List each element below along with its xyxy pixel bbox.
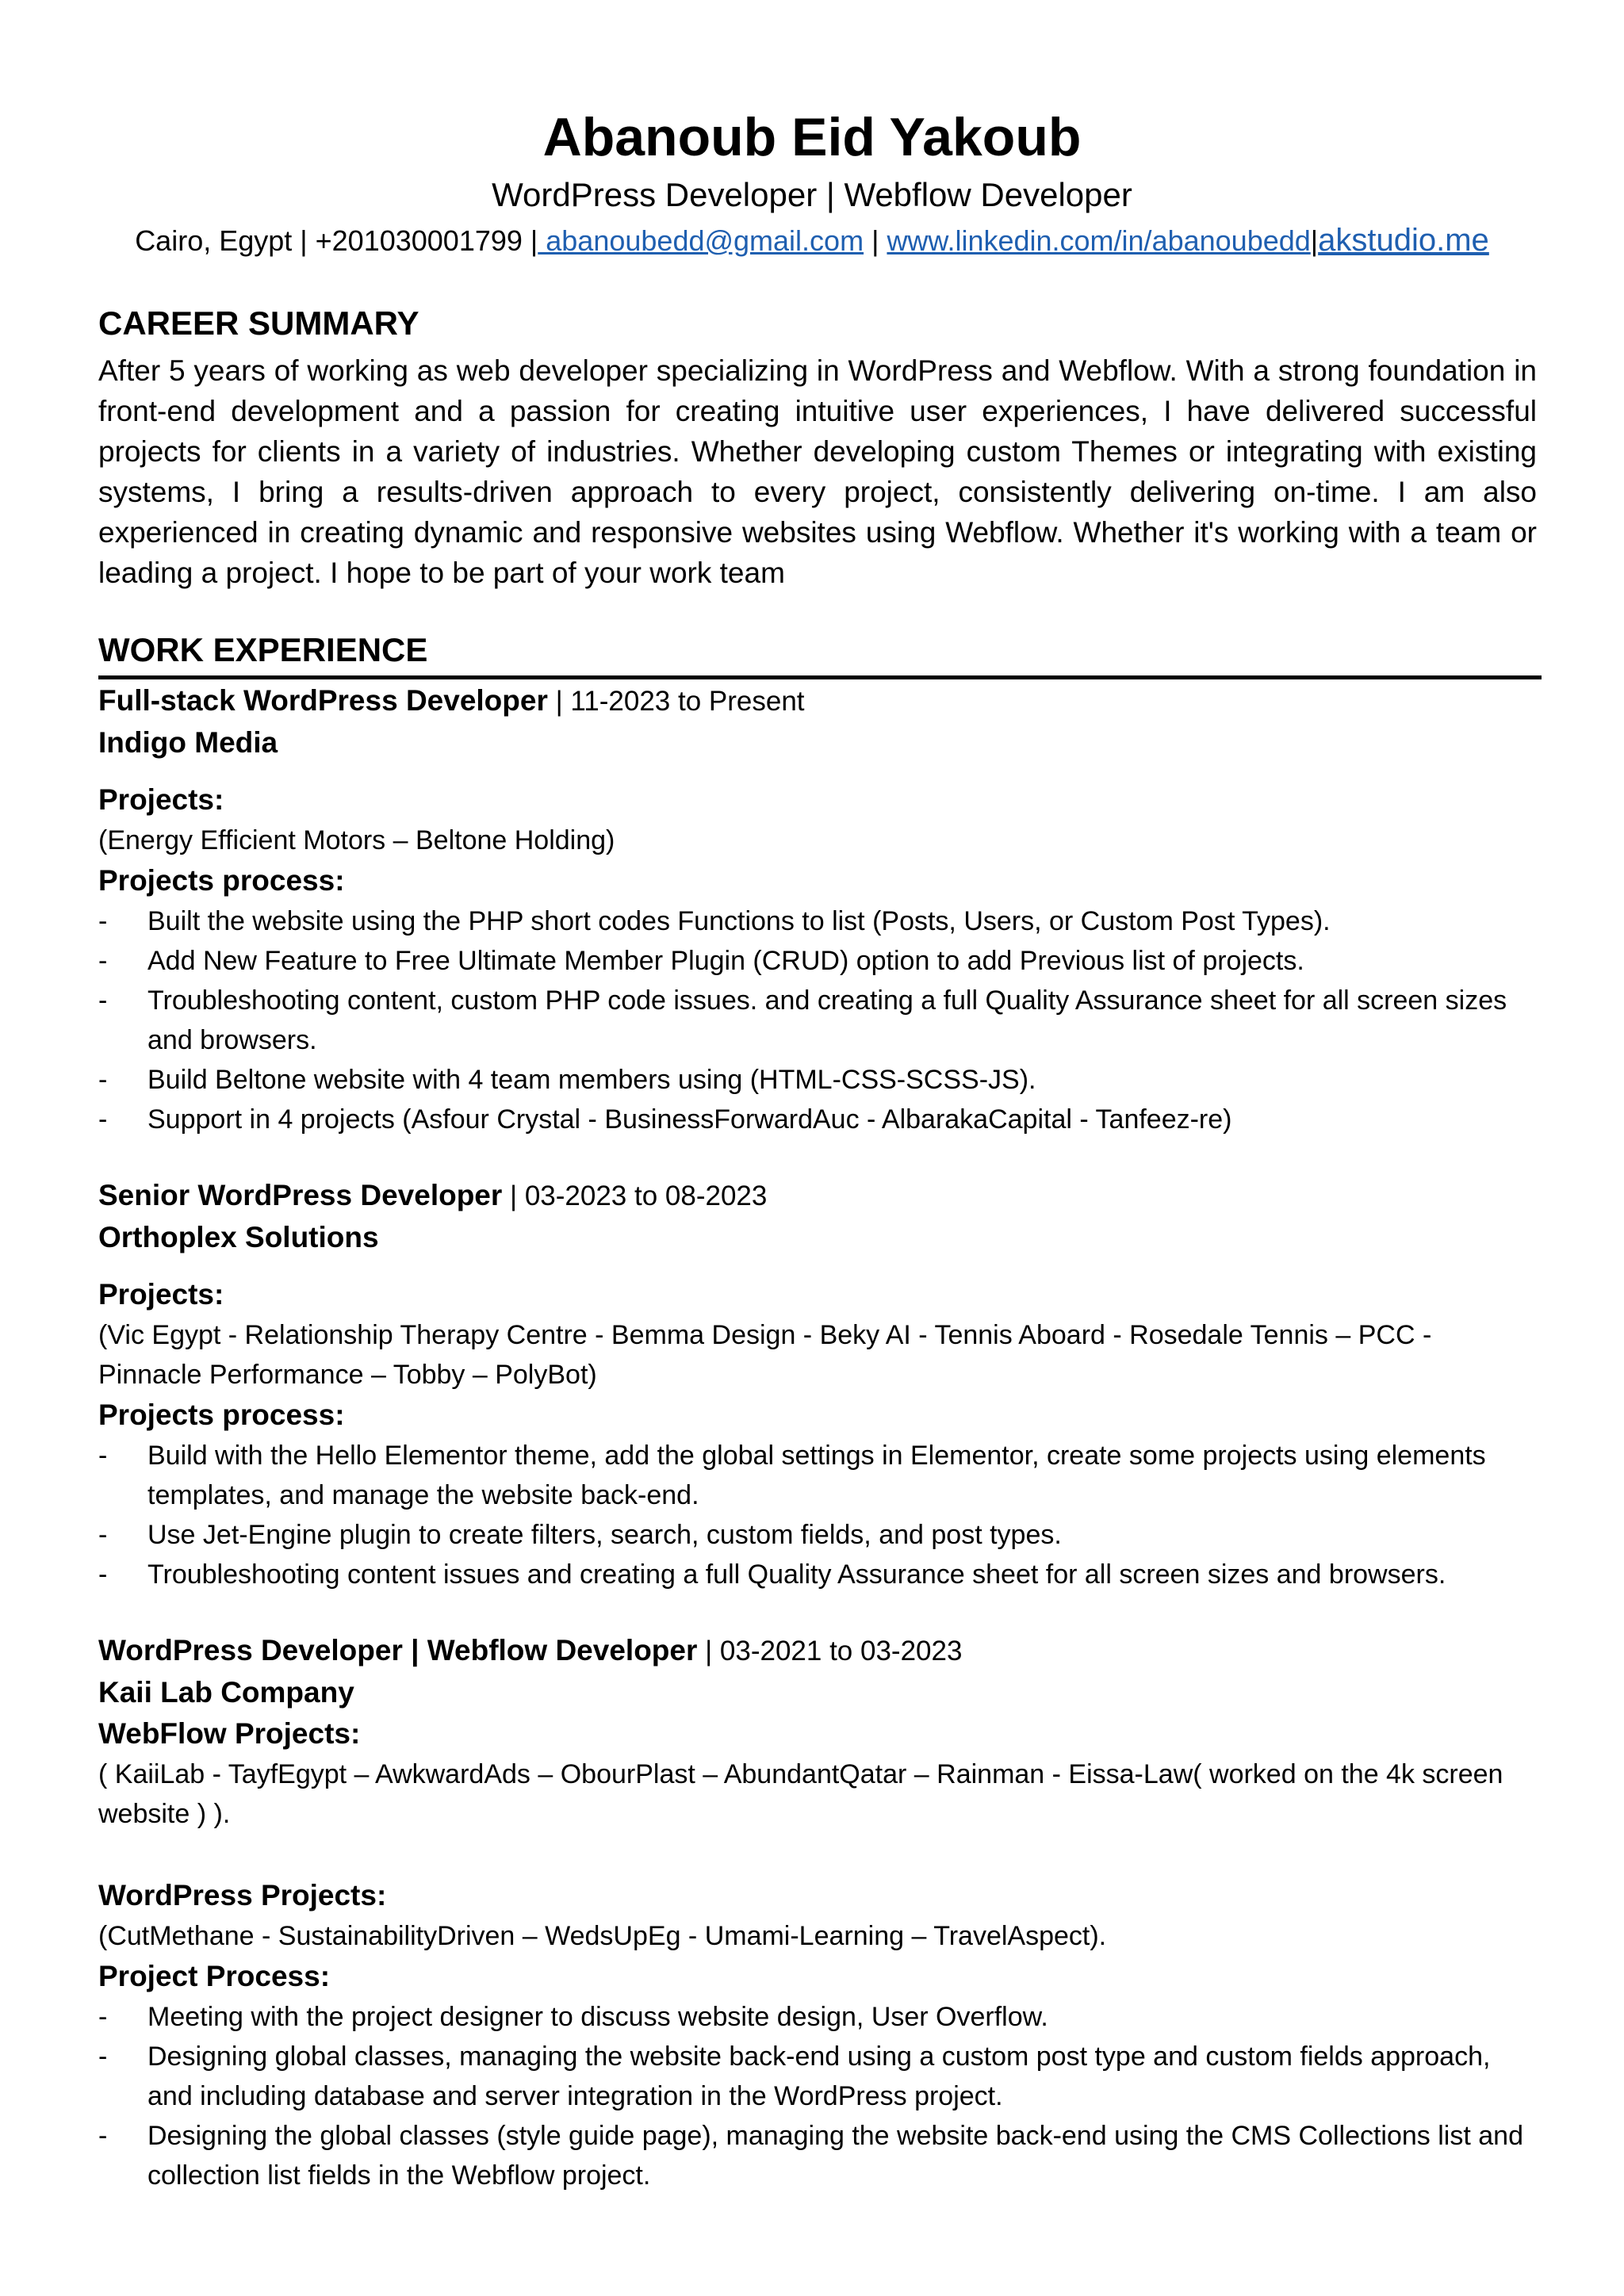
summary-text: After 5 years of working as web developer specializing in WordPress and Webflow. With a strong foundation in front-end development and a passion for creating intuitive user experiences, I have delivered successful projects for clients in a variety of industries. Whether developing custom Themes or integrating with existing systems, I bring a results-driven approach to every project, consistently delivering on-time. I am also experienced in creating dynamic and responsive websites using Webflow. Whether it's working with a team or leading a project. I hope to be part of your work team: [98, 354, 1537, 589]
list-item: - Build with the Hello Elementor theme, add the global settings in Elementor, create some projects using elements templates, and manage the website back-end.: [98, 1436, 1537, 1515]
projects-label: Projects:: [98, 783, 224, 816]
list-item: - Troubleshooting content issues and creating a full Quality Assurance sheet for all screen sizes and browsers.: [98, 1555, 1537, 1594]
process-label: Project Process:: [98, 1960, 331, 1992]
contact-line: [0, 219, 1624, 262]
process-bullets: [98, 901, 1537, 1139]
process-bullets: [98, 1997, 1537, 2195]
job-role: Full-stack WordPress Developer: [98, 684, 548, 717]
list-item: - Use Jet-Engine plugin to create filters, search, custom fields, and post types.: [98, 1515, 1537, 1555]
list-item: - Troubleshooting content, custom PHP code issues. and creating a full Quality Assurance sheet for all screen sizes and browsers.: [98, 981, 1537, 1060]
job-dates: | 03-2021 to 03-2023: [697, 1636, 963, 1667]
candidate-name: Abanoub Eid Yakoub: [542, 107, 1082, 167]
list-item: - Build Beltone website with 4 team members using (HTML-CSS-SCSS-JS).: [98, 1060, 1537, 1100]
bullet-dash: -: [98, 906, 108, 936]
job-role-line: [98, 1175, 1537, 1217]
job-company: Orthoplex Solutions: [98, 1221, 379, 1253]
section-heading-summary: CAREER SUMMARY: [98, 304, 419, 342]
job-role-line: [98, 1630, 1537, 1672]
contact-location-phone: Cairo, Egypt | +201030001799 |: [135, 224, 538, 257]
bullet-dash: -: [98, 1065, 108, 1095]
bullet-dash: -: [98, 2002, 108, 2032]
bullet-dash: -: [98, 1559, 108, 1590]
bullet-dash: -: [98, 985, 108, 1016]
bullet-dash: -: [98, 2042, 108, 2072]
bullet-dash: -: [98, 1104, 108, 1135]
work-experience-heading-block: [98, 628, 1537, 679]
process-bullets: [98, 1436, 1537, 1594]
webflow-projects-label: WebFlow Projects:: [98, 1717, 361, 1750]
projects-label: Projects:: [98, 1278, 224, 1311]
process-label: Projects process:: [98, 864, 345, 897]
projects-list: (Energy Efficient Motors – Beltone Holding): [98, 825, 615, 855]
wordpress-projects-list: (CutMethane - SustainabilityDriven – WedsUpEg - Umami-Learning – TravelAspect).: [98, 1921, 1107, 1951]
job-role: Senior WordPress Developer: [98, 1179, 503, 1211]
contact-separator-2: |: [1310, 224, 1319, 257]
linkedin-link[interactable]: www.linkedin.com/in/abanoubedd: [887, 224, 1311, 257]
section-heading-work: WORK EXPERIENCE: [98, 631, 428, 668]
job-dates: | 03-2023 to 08-2023: [502, 1181, 768, 1211]
bullet-dash: -: [98, 2121, 108, 2151]
job-entry: [98, 680, 1537, 1139]
list-item: - Support in 4 projects (Asfour Crystal - BusinessForwardAuc - AlbarakaCapital - Tanfeez-re): [98, 1100, 1537, 1139]
career-summary-section: [98, 301, 1537, 593]
job-role: WordPress Developer | Webflow Developer: [98, 1634, 698, 1667]
list-item: - Designing global classes, managing the website back-end using a custom post type and custom fields approach, and including database and server integration in the WordPress project.: [98, 2037, 1537, 2116]
email-link[interactable]: abanoubedd@gmail.com: [538, 224, 864, 257]
list-item: - Add New Feature to Free Ultimate Member Plugin (CRUD) option to add Previous list of projects.: [98, 941, 1537, 981]
job-company: Kaii Lab Company: [98, 1676, 354, 1709]
webflow-projects-list: ( KaiiLab - TayfEgypt – AwkwardAds – ObourPlast – AbundantQatar – Rainman - Eissa-Law( worked on the 4k screen website ) ).: [98, 1759, 1503, 1829]
contact-separator: |: [864, 224, 887, 257]
job-entry: [98, 1175, 1537, 1594]
job-role-line: [98, 680, 1537, 722]
list-item: - Designing the global classes (style guide page), managing the website back-end using the CMS Collections list and collection list fields in the Webflow project.: [98, 2116, 1537, 2195]
job-dates: | 11-2023 to Present: [547, 686, 805, 717]
job-company: Indigo Media: [98, 726, 278, 759]
bullet-dash: -: [98, 1520, 108, 1550]
job-entry: [98, 1630, 1537, 2195]
list-item: - Built the website using the PHP short codes Functions to list (Posts, Users, or Custom Post Types).: [98, 901, 1537, 941]
candidate-title: WordPress Developer | Webflow Developer: [492, 176, 1132, 213]
section-divider: [98, 675, 1542, 679]
projects-list: (Vic Egypt - Relationship Therapy Centre - Bemma Design - Beky AI - Tennis Aboard - Rosedale Tennis – PCC - Pinnacle Performance – Tobby – PolyBot): [98, 1320, 1432, 1390]
list-item: - Meeting with the project designer to discuss website design, User Overflow.: [98, 1997, 1537, 2037]
wordpress-projects-label: WordPress Projects:: [98, 1879, 387, 1911]
bullet-dash: -: [98, 1441, 108, 1471]
bullet-dash: -: [98, 946, 108, 976]
process-label: Projects process:: [98, 1399, 345, 1431]
website-link[interactable]: akstudio.me: [1318, 223, 1489, 258]
